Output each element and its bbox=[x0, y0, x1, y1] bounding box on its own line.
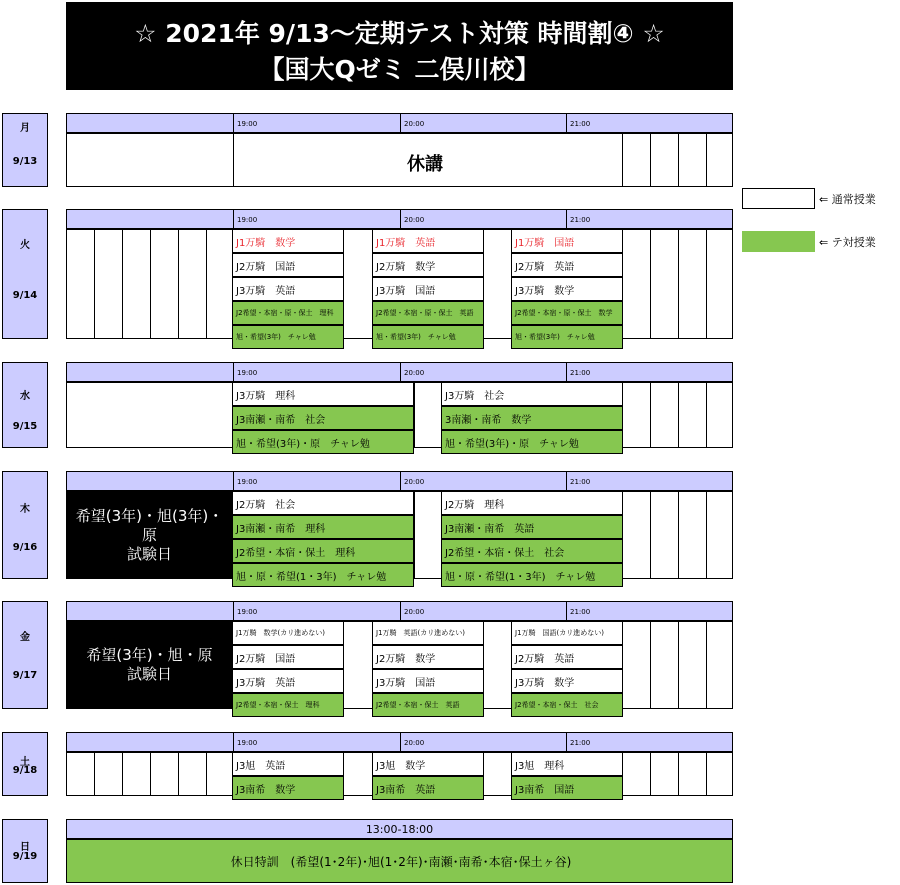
mon-grid bbox=[66, 133, 733, 187]
thu-block-1 bbox=[232, 491, 414, 587]
class-cell: J2希望・本宿・保土 社会 bbox=[511, 693, 623, 717]
class-cell: J3南瀬・南希 理科 bbox=[232, 515, 414, 539]
day-label-fri: 金 9/17 bbox=[2, 601, 48, 709]
class-cell: J2希望・本宿・保土 英語 bbox=[372, 693, 484, 717]
class-cell: 旭・希望(3年) チャレ勉 bbox=[232, 325, 344, 349]
time-header-wed: 19:00 20:00 21:00 bbox=[66, 362, 733, 382]
thu-exam-day: 希望(3年)・旭(3年)・ 原 試験日 bbox=[66, 491, 233, 579]
class-cell: 3南瀬・南希 数学 bbox=[441, 406, 623, 430]
sat-block-3 bbox=[511, 752, 623, 800]
class-cell: J1万騎 数学 bbox=[232, 229, 344, 253]
class-cell: J2万騎 国語 bbox=[232, 253, 344, 277]
sat-block-1 bbox=[232, 752, 344, 800]
class-cell: J1万騎 英語(カリ進めない) bbox=[372, 621, 484, 645]
class-cell: J3万騎 英語 bbox=[232, 277, 344, 301]
tue-block-3 bbox=[511, 229, 623, 349]
class-cell: J2希望・本宿・保土 社会 bbox=[441, 539, 623, 563]
day-label-sat: 土 9/18 bbox=[2, 732, 48, 796]
class-cell: J2希望・本宿・原・保土 理科 bbox=[232, 301, 344, 325]
class-cell: J3万騎 社会 bbox=[441, 382, 623, 406]
class-cell: 旭・希望(3年)・原 チャレ勉 bbox=[232, 430, 414, 454]
class-cell: 旭・原・希望(1・3年) チャレ勉 bbox=[232, 563, 414, 587]
legend-test-swatch bbox=[742, 231, 815, 252]
class-cell: J3万騎 国語 bbox=[372, 277, 484, 301]
wed-block-1 bbox=[232, 382, 414, 454]
legend-test-label: ⇐ テ対授業 bbox=[819, 236, 876, 249]
class-cell: J3南希 国語 bbox=[511, 776, 623, 800]
class-cell: J2希望・本宿・保土 理科 bbox=[232, 539, 414, 563]
class-cell: J3万騎 国語 bbox=[372, 669, 484, 693]
class-cell: J3南希 数学 bbox=[232, 776, 344, 800]
tue-block-1 bbox=[232, 229, 344, 349]
thu-block-2 bbox=[441, 491, 623, 587]
class-cell: J2万騎 英語 bbox=[511, 253, 623, 277]
class-cell: J3旭 数学 bbox=[372, 752, 484, 776]
fri-block-2 bbox=[372, 621, 484, 717]
day-label-wed: 水 9/15 bbox=[2, 362, 48, 448]
time-header-sat: 19:00 20:00 21:00 bbox=[66, 732, 733, 752]
class-cell: J3万騎 数学 bbox=[511, 277, 623, 301]
class-cell: J1万騎 国語(カリ進めない) bbox=[511, 621, 623, 645]
class-cell: 旭・希望(3年) チャレ勉 bbox=[372, 325, 484, 349]
sun-time-header: 13:00-18:00 bbox=[66, 819, 733, 839]
class-cell: J2希望・本宿・原・保土 英語 bbox=[372, 301, 484, 325]
wed-block-2 bbox=[441, 382, 623, 454]
class-cell: J2万騎 理科 bbox=[441, 491, 623, 515]
class-cell: 旭・原・希望(1・3年) チャレ勉 bbox=[441, 563, 623, 587]
class-cell: J1万騎 英語 bbox=[372, 229, 484, 253]
class-cell: J3旭 英語 bbox=[232, 752, 344, 776]
class-cell: 旭・希望(3年) チャレ勉 bbox=[511, 325, 623, 349]
legend-normal-label: ⇐ 通常授業 bbox=[819, 193, 876, 206]
class-cell: J1万騎 国語 bbox=[511, 229, 623, 253]
class-cell: J3南希 英語 bbox=[372, 776, 484, 800]
class-cell: J3旭 理科 bbox=[511, 752, 623, 776]
title-banner bbox=[66, 2, 733, 90]
legend-normal-swatch bbox=[742, 188, 815, 209]
day-label-thu: 木 9/16 bbox=[2, 471, 48, 579]
day-label-mon: 月 9/13 bbox=[2, 113, 48, 187]
fri-block-1 bbox=[232, 621, 344, 717]
time-header-fri: 19:00 20:00 21:00 bbox=[66, 601, 733, 621]
time-header-tue: 19:00 20:00 21:00 bbox=[66, 209, 733, 229]
class-cell: J2万騎 数学 bbox=[372, 645, 484, 669]
fri-exam-day: 希望(3年)・旭・原 試験日 bbox=[66, 621, 233, 709]
sat-block-2 bbox=[372, 752, 484, 800]
class-cell: J3南瀬・南希 英語 bbox=[441, 515, 623, 539]
class-cell: J2希望・本宿・原・保土 数学 bbox=[511, 301, 623, 325]
class-cell: J3南瀬・南希 社会 bbox=[232, 406, 414, 430]
class-cell: 旭・希望(3年)・原 チャレ勉 bbox=[441, 430, 623, 454]
day-label-sun: 日 9/19 bbox=[2, 819, 48, 883]
class-cell: J3万騎 理科 bbox=[232, 382, 414, 406]
title-line1: ☆ 2021年 9/13～定期テスト対策 時間割④ ☆ bbox=[134, 19, 665, 48]
time-header-thu: 19:00 20:00 21:00 bbox=[66, 471, 733, 491]
time-header-mon: 19:00 20:00 21:00 bbox=[66, 113, 733, 133]
class-cell: J1万騎 数学(カリ進めない) bbox=[232, 621, 344, 645]
fri-block-3 bbox=[511, 621, 623, 717]
day-label-tue: 火 9/14 bbox=[2, 209, 48, 339]
class-cell: J3万騎 英語 bbox=[232, 669, 344, 693]
class-cell: J3万騎 数学 bbox=[511, 669, 623, 693]
class-cell: J2万騎 数学 bbox=[372, 253, 484, 277]
sun-event: 休日特訓 (希望(1･2年)･旭(1･2年)･南瀬･南希･本宿･保土ヶ谷) bbox=[66, 839, 733, 883]
title-line2: 【国大Qゼミ 二俣川校】 bbox=[259, 55, 540, 84]
tue-block-2 bbox=[372, 229, 484, 349]
class-cell: J2希望・本宿・保土 理科 bbox=[232, 693, 344, 717]
mon-closed-label: 休講 bbox=[407, 154, 443, 175]
class-cell: J2万騎 社会 bbox=[232, 491, 414, 515]
class-cell: J2万騎 国語 bbox=[232, 645, 344, 669]
class-cell: J2万騎 英語 bbox=[511, 645, 623, 669]
